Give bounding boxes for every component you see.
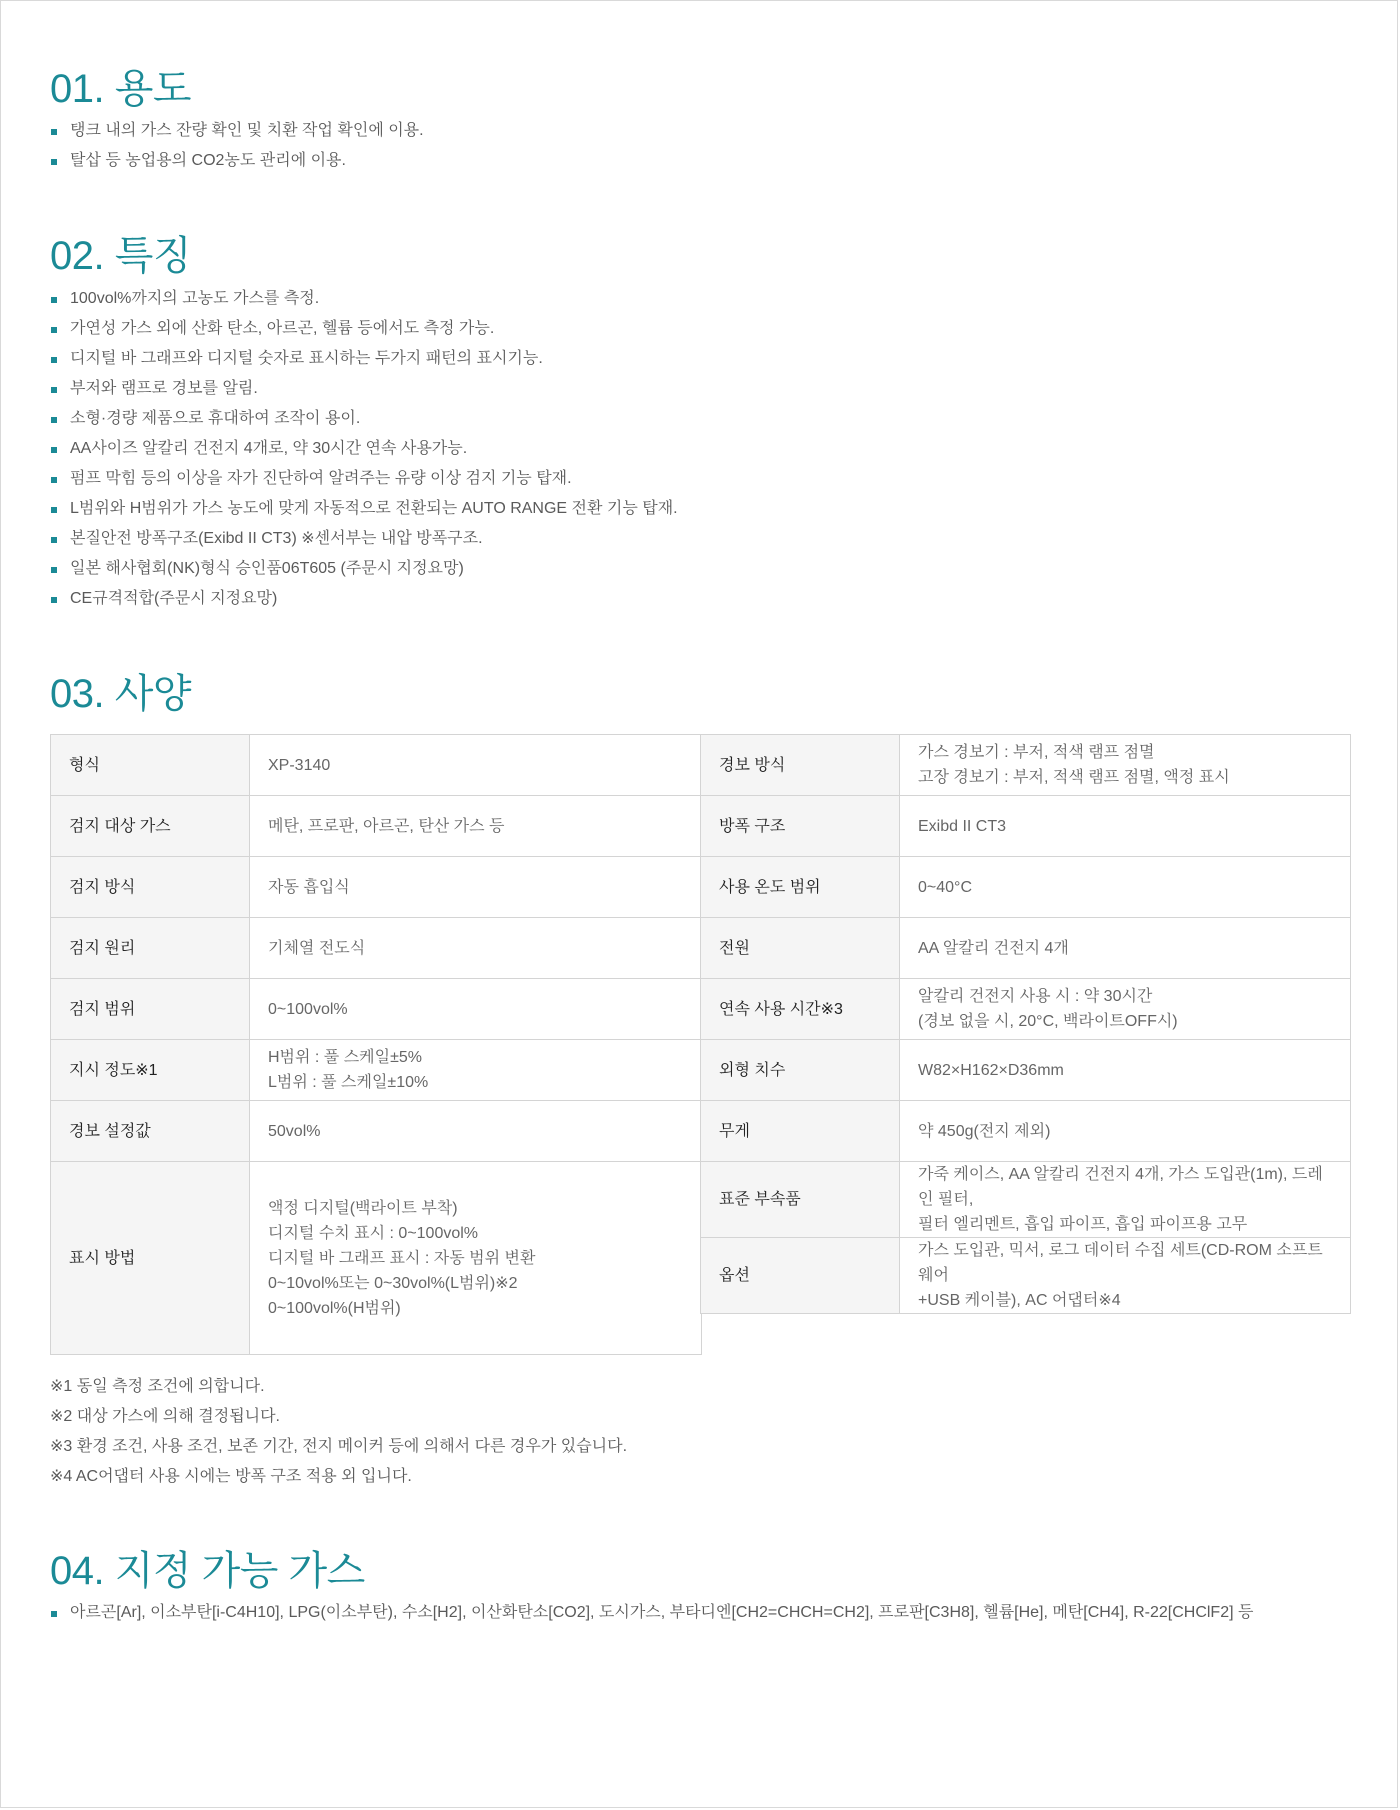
spec-value-line: 고장 경보기 : 부저, 적색 램프 점멸, 액정 표시 [918, 769, 1230, 786]
list-item: 부저와 램프로 경보를 알림. [50, 374, 1350, 404]
spec-value [250, 735, 702, 796]
table-row [51, 796, 702, 857]
table-row [701, 1101, 1351, 1162]
usage-title: 01. 용도 [50, 67, 191, 111]
table-row [701, 1162, 1351, 1238]
spec-value [900, 1238, 1351, 1314]
footnote: ※3 환경 조건, 사용 조건, 보존 기간, 전지 메이커 등에 의해서 다른 경우가 있습니다. [50, 1438, 628, 1455]
spec-value-line: +USB 케이블), AC 어댑터※4 [918, 1292, 1121, 1309]
spec-value-line: 0~100vol%(H범위) [268, 1299, 401, 1317]
spec-value [250, 796, 702, 857]
footnote: ※4 AC어댑터 사용 시에는 방폭 구조 적용 외 입니다. [50, 1468, 412, 1485]
spec-label: 경보 방식 [701, 735, 900, 796]
spec-label: 검지 대상 가스 [51, 796, 250, 857]
spec-value-line: 디지털 수치 표시 : 0~100vol% [268, 1224, 479, 1242]
spec-label: 경보 설정값 [51, 1101, 250, 1162]
spec-notes [50, 1372, 1050, 1492]
list-item: 소형·경량 제품으로 휴대하여 조작이 용이. [50, 404, 1350, 434]
features-list [50, 284, 1350, 614]
spec-value [250, 1101, 702, 1162]
spec-value-line: 알칼리 건전지 사용 시 : 약 30시간 [918, 988, 1153, 1005]
spec-table-left [50, 734, 702, 1355]
spec-value-line: 액정 디지털(백라이트 부착) [268, 1199, 458, 1217]
list-item: 가연성 가스 외에 산화 탄소, 아르곤, 헬륨 등에서도 측정 가능. [50, 314, 1350, 344]
spec-label: 검지 원리 [51, 918, 250, 979]
list-item: 아르곤[Ar], 이소부탄[i-C4H10], LPG(이소부탄), 수소[H2], 이산화탄소[CO2], 도시가스, 부타디엔[CH2=CHCH=CH2], 프로판[C3H8], 헬륨[He], 메탄[CH4], R-22[CHClF2] 등 [50, 1598, 1350, 1628]
spec-value [900, 1162, 1351, 1238]
list-item: AA사이즈 알칼리 건전지 4개로, 약 30시간 연속 사용가능. [50, 434, 1350, 464]
list-item: 100vol%까지의 고농도 가스를 측정. [50, 284, 1350, 314]
list-item: 일본 해사협회(NK)형식 승인품06T605 (주문시 지정요망) [50, 554, 1350, 584]
spec-value [250, 1162, 702, 1355]
specs-title: 03. 사양 [50, 672, 191, 716]
spec-value-line: 0~100vol% [268, 1000, 348, 1018]
spec-value-line: 필터 엘리멘트, 흡입 파이프, 흡입 파이프용 고무 [918, 1216, 1248, 1233]
table-row [701, 1238, 1351, 1314]
spec-tables [50, 734, 1351, 1356]
spec-value-line: H범위 : 풀 스케일±5% [268, 1049, 422, 1066]
spec-label: 연속 사용 시간※3 [701, 979, 900, 1040]
table-row [51, 1162, 702, 1355]
spec-value-line: 가스 경보기 : 부저, 적색 램프 점멸 [918, 744, 1155, 761]
spec-value [900, 735, 1351, 796]
spec-value-line: 기체열 전도식 [268, 939, 366, 957]
spec-value [900, 1040, 1351, 1101]
spec-value-line: 가죽 케이스, AA 알칼리 건전지 4개, 가스 도입관(1m), 드레인 필터, [918, 1166, 1323, 1208]
specs-section [50, 670, 1350, 718]
spec-table-right [700, 734, 1351, 1314]
list-item: 탱크 내의 가스 잔량 확인 및 치환 작업 확인에 이용. [50, 116, 1350, 146]
spec-value-line: AA 알칼리 건전지 4개 [918, 939, 1069, 957]
table-row [51, 857, 702, 918]
spec-value [250, 857, 702, 918]
table-row [51, 735, 702, 796]
spec-value-line: (경보 없을 시, 20°C, 백라이트OFF시) [918, 1013, 1178, 1030]
table-row [701, 1040, 1351, 1101]
list-item: 디지털 바 그래프와 디지털 숫자로 표시하는 두가지 패턴의 표시기능. [50, 344, 1350, 374]
gases-section [50, 1547, 1350, 1628]
spec-label: 검지 방식 [51, 857, 250, 918]
table-row [701, 796, 1351, 857]
spec-value-line: XP-3140 [268, 756, 331, 774]
spec-value-line: W82×H162×D36mm [918, 1061, 1064, 1079]
footnote: ※2 대상 가스에 의해 결정됩니다. [50, 1408, 281, 1425]
spec-value-line: 50vol% [268, 1122, 321, 1140]
spec-value-line: L범위 : 풀 스케일±10% [268, 1074, 429, 1091]
spec-value [900, 796, 1351, 857]
gases-title: 04. 지정 가능 가스 [50, 1549, 365, 1593]
table-row [51, 1101, 702, 1162]
spec-label: 지시 정도※1 [51, 1040, 250, 1101]
footnote: ※1 동일 측정 조건에 의합니다. [50, 1378, 265, 1395]
spec-value-line: 약 450g(전지 제외) [918, 1122, 1051, 1140]
gases-list [50, 1598, 1350, 1628]
list-item: 본질안전 방폭구조(Exibd II CT3) ※센서부는 내압 방폭구조. [50, 524, 1350, 554]
features-title: 02. 특징 [50, 234, 191, 278]
list-item: L범위와 H범위가 가스 농도에 맞게 자동적으로 전환되는 AUTO RANGE 전환 기능 탑재. [50, 494, 1350, 524]
spec-value-line: 가스 도입관, 믹서, 로그 데이터 수집 세트(CD-ROM 소프트 웨어 [918, 1242, 1323, 1284]
table-row [51, 979, 702, 1040]
spec-value-line: 자동 흡입식 [268, 878, 350, 896]
spec-value-line: 디지털 바 그래프 표시 : 자동 범위 변환 [268, 1249, 536, 1267]
spec-value [900, 979, 1351, 1040]
spec-value-line: 메탄, 프로판, 아르곤, 탄산 가스 등 [268, 817, 505, 835]
table-row [701, 735, 1351, 796]
spec-label: 검지 범위 [51, 979, 250, 1040]
spec-value-line: 0~40°C [918, 878, 972, 896]
spec-label: 표시 방법 [51, 1162, 250, 1355]
spec-label: 외형 치수 [701, 1040, 900, 1101]
spec-value [250, 1040, 702, 1101]
spec-value-line: 0~10vol%또는 0~30vol%(L범위)※2 [268, 1274, 518, 1292]
spec-label: 사용 온도 범위 [701, 857, 900, 918]
features-section [50, 232, 1350, 614]
list-item: 탈삽 등 농업용의 CO2농도 관리에 이용. [50, 146, 1350, 176]
spec-label: 형식 [51, 735, 250, 796]
list-item: 펌프 막힘 등의 이상을 자가 진단하여 알려주는 유량 이상 검지 기능 탑재. [50, 464, 1350, 494]
table-row [701, 979, 1351, 1040]
usage-section [50, 65, 1350, 176]
spec-value-line: Exibd II CT3 [918, 817, 1007, 835]
spec-label: 표준 부속품 [701, 1162, 900, 1238]
usage-list [50, 116, 1350, 176]
spec-label: 전원 [701, 918, 900, 979]
spec-label: 옵션 [701, 1238, 900, 1314]
table-row [51, 918, 702, 979]
table-row [51, 1040, 702, 1101]
spec-value [900, 857, 1351, 918]
spec-label: 방폭 구조 [701, 796, 900, 857]
table-row [701, 918, 1351, 979]
spec-value [250, 918, 702, 979]
table-row [701, 857, 1351, 918]
spec-value [900, 918, 1351, 979]
spec-value [900, 1101, 1351, 1162]
list-item: CE규격적합(주문시 지정요망) [50, 584, 1350, 614]
spec-value [250, 979, 702, 1040]
spec-label: 무게 [701, 1101, 900, 1162]
